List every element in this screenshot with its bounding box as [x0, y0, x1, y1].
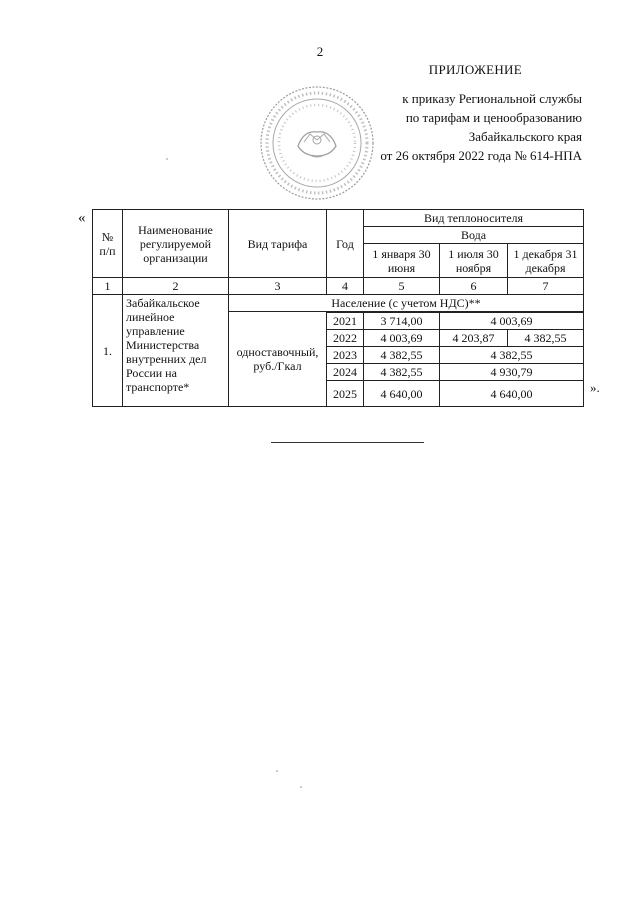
- col-number: 6: [440, 278, 508, 295]
- header-period-1: 1 января 30 июня: [364, 244, 440, 278]
- organization-name: Забайкальское линейное управление Министерства внутренних дел России на транспорте*: [123, 295, 229, 407]
- separator-line: [271, 442, 424, 443]
- scan-speck: [166, 158, 168, 160]
- col-number: 2: [123, 278, 229, 295]
- year-cell: 2025: [327, 381, 364, 407]
- tariff-type-value: одноставочный, руб./Гкал: [229, 312, 327, 407]
- value-cell: 4 003,69: [440, 313, 584, 330]
- header-water: Вода: [364, 227, 584, 244]
- value-cell: 4 640,00: [364, 381, 440, 407]
- col-number: 1: [93, 278, 123, 295]
- value-cell: 4 382,55: [508, 330, 584, 347]
- header-org: Наименование регулируемой организации: [123, 210, 229, 278]
- header-period-2: 1 июля 30 ноября: [440, 244, 508, 278]
- appendix-title: ПРИЛОЖЕНИЕ: [428, 62, 522, 77]
- page-number: 2: [316, 44, 324, 59]
- col-number: 7: [508, 278, 584, 295]
- opening-quote: «: [78, 210, 86, 226]
- tariff-table: [92, 209, 584, 407]
- scan-speck: [300, 786, 302, 788]
- closing-quote: ».: [590, 380, 600, 395]
- value-cell: 4 203,87: [440, 330, 508, 347]
- header-year: Год: [327, 210, 364, 278]
- year-cell: 2024: [327, 364, 364, 381]
- header-num: № п/п: [93, 210, 123, 278]
- header-period-3: 1 декабря 31 декабря: [508, 244, 584, 278]
- col-number: 4: [327, 278, 364, 295]
- order-reference: [322, 89, 582, 165]
- header-line: по тарифам и ценообразованию: [405, 110, 582, 125]
- value-cell: 4 382,55: [364, 364, 440, 381]
- year-cell: 2021: [327, 313, 364, 330]
- value-cell: 4 003,69: [364, 330, 440, 347]
- column-number-row: [93, 278, 584, 295]
- value-cell: 4 930,79: [440, 364, 584, 381]
- year-cell: 2022: [327, 330, 364, 347]
- header-line: Забайкальского края: [468, 129, 582, 144]
- header-line: от 26 октября 2022 года № 614-НПА: [380, 148, 582, 163]
- col-number: 3: [229, 278, 327, 295]
- scan-speck: [276, 770, 278, 772]
- value-cell: 4 382,55: [364, 347, 440, 364]
- header-carrier: Вид теплоносителя: [364, 210, 584, 227]
- col-number: 5: [364, 278, 440, 295]
- value-cell: 4 640,00: [440, 381, 584, 407]
- section-label: Население (с учетом НДС)**: [229, 295, 584, 312]
- header-tariff-type: Вид тарифа: [229, 210, 327, 278]
- header-line: к приказу Региональной службы: [402, 91, 582, 106]
- row-number: 1.: [93, 295, 123, 407]
- value-cell: 4 382,55: [440, 347, 584, 364]
- value-cell: 3 714,00: [364, 313, 440, 330]
- year-cell: 2023: [327, 347, 364, 364]
